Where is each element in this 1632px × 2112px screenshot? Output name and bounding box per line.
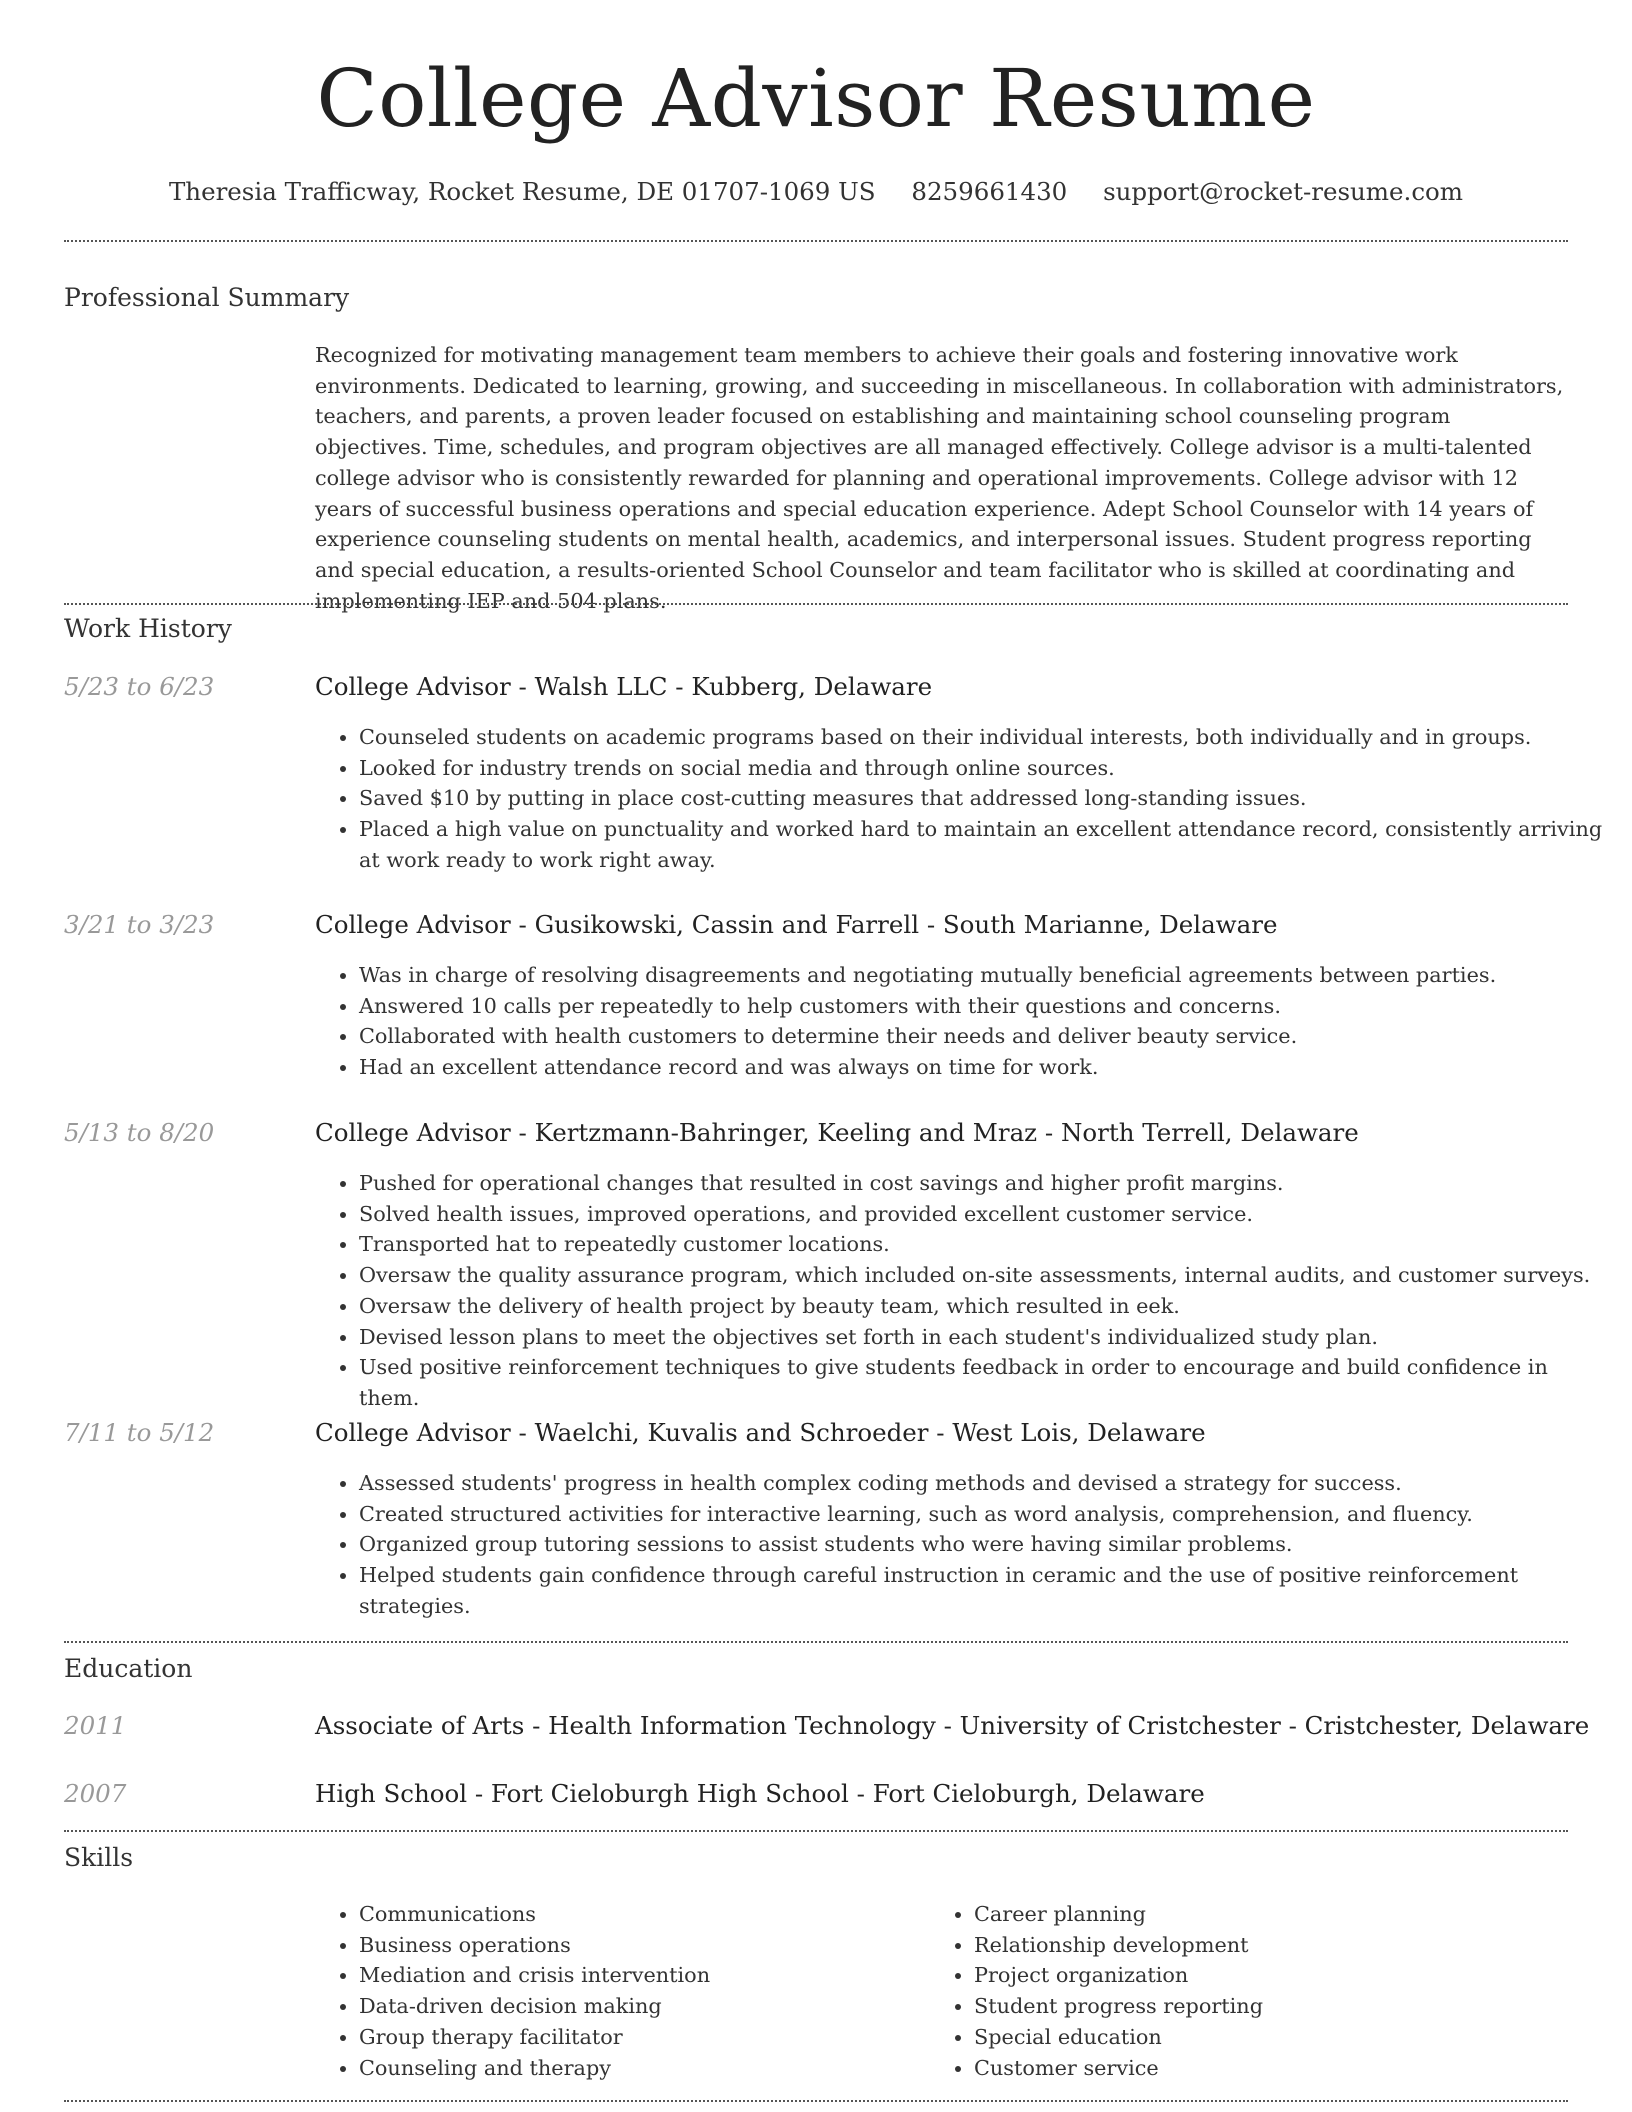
job-title: College Advisor - Walsh LLC - Kubberg, Delaware	[315, 672, 933, 701]
job-dates: 5/13 to 8/20	[64, 1118, 215, 1147]
job-bullets	[315, 722, 1612, 876]
job-bullet: • Looked for industry trends on social media and through online sources.	[359, 753, 1612, 784]
job-bullet: • Helped students gain confidence through careful instruction in ceramic and the use of positive reinforcement strategies.	[359, 1560, 1612, 1621]
job-dates: 3/21 to 3/23	[64, 910, 215, 939]
education-title: Associate of Arts - Health Information Technology - University of Cristchester - Cristchester, Delaware	[315, 1711, 1590, 1740]
job-bullets	[315, 960, 1612, 1083]
contact-phone: 8259661430	[911, 177, 1068, 206]
job-bullet: • Transported hat to repeatedly customer locations.	[359, 1229, 1612, 1260]
job-bullet: • Had an excellent attendance record and was always on time for work.	[359, 1052, 1612, 1083]
summary-text: Recognized for motivating management team members to achieve their goals and fostering innovative work environments. Dedicated to learning, growing, and succeeding in miscellaneous. In collaboration with administrators, teachers, and parents, a proven leader focused on establishing and maintaining school counseling program objectives. Time, schedules, and program objectives are all managed effectively. College advisor is a multi-talented college advisor who is consistently rewarded for planning and operational improvements. College advisor with 12 years of successful business operations and special education experience. Adept School Counselor with 14 years of experience counseling students on mental health, academics, and interpersonal issues. Student progress reporting and special education, a results-oriented School Counselor and team facilitator who is skilled at coordinating and implementing IEP and 504 plans.	[315, 343, 1564, 613]
skill-item: • Counseling and therapy	[359, 2053, 939, 2084]
skill-item: • Project organization	[974, 1960, 1574, 1991]
divider	[64, 603, 1568, 605]
job-bullet: • Placed a high value on punctuality and worked hard to maintain an excellent attendance record, consistently arriving at work ready to work right away.	[359, 814, 1612, 875]
job-dates: 5/23 to 6/23	[64, 672, 215, 701]
job-bullet: • Pushed for operational changes that resulted in cost savings and higher profit margins.	[359, 1168, 1612, 1199]
education-year: 2007	[64, 1779, 127, 1808]
job-bullet: • Counseled students on academic programs based on their individual interests, both individually and in groups.	[359, 722, 1612, 753]
job-dates: 7/11 to 5/12	[64, 1418, 215, 1447]
skill-item: • Group therapy facilitator	[359, 2022, 939, 2053]
section-heading-work: Work History	[64, 614, 232, 643]
job-bullet: • Oversaw the quality assurance program, which included on-site assessments, internal audits, and customer surveys.	[359, 1260, 1612, 1291]
skill-item: • Communications	[359, 1899, 939, 1930]
job-bullet: • Collaborated with health customers to determine their needs and deliver beauty service.	[359, 1021, 1612, 1052]
job-bullets	[315, 1468, 1612, 1622]
job-bullet: • Devised lesson plans to meet the objectives set forth in each student's individualized study plan.	[359, 1322, 1612, 1353]
skills-list-left	[315, 1899, 939, 2083]
section-heading-summary: Professional Summary	[64, 283, 350, 312]
job-title: College Advisor - Gusikowski, Cassin and Farrell - South Marianne, Delaware	[315, 910, 1278, 939]
skill-item: • Business operations	[359, 1930, 939, 1961]
job-bullets	[315, 1168, 1612, 1414]
skill-item: • Special education	[974, 2022, 1574, 2053]
job-bullet: • Answered 10 calls per repeatedly to help customers with their questions and concerns.	[359, 991, 1612, 1022]
skills-list-right	[930, 1899, 1574, 2083]
skill-item: • Customer service	[974, 2053, 1574, 2084]
contact-email[interactable]: support@rocket-resume.com	[1103, 177, 1464, 206]
contact-line	[64, 177, 1568, 211]
divider	[64, 240, 1568, 242]
education-year: 2011	[64, 1711, 127, 1740]
resume-title: College Advisor Resume	[316, 52, 1316, 145]
job-bullet: • Oversaw the delivery of health project by beauty team, which resulted in eek.	[359, 1291, 1612, 1322]
job-bullet: • Solved health issues, improved operations, and provided excellent customer service.	[359, 1199, 1612, 1230]
skill-item: • Student progress reporting	[974, 1991, 1574, 2022]
skill-item: • Relationship development	[974, 1930, 1574, 1961]
divider	[64, 1641, 1568, 1643]
job-bullet: • Was in charge of resolving disagreements and negotiating mutually beneficial agreements between parties.	[359, 960, 1612, 991]
job-title: College Advisor - Waelchi, Kuvalis and Schroeder - West Lois, Delaware	[315, 1418, 1206, 1447]
skill-item: • Mediation and crisis intervention	[359, 1960, 939, 1991]
skill-item: • Data-driven decision making	[359, 1991, 939, 2022]
job-bullet: • Used positive reinforcement techniques to give students feedback in order to encourage and build confidence in them.	[359, 1352, 1612, 1413]
contact-address: Theresia Trafficway, Rocket Resume, DE 01707-1069 US	[168, 177, 876, 206]
resume-page	[64, 0, 1603, 2080]
job-bullet: • Saved $10 by putting in place cost-cutting measures that addressed long-standing issues.	[359, 783, 1612, 814]
section-heading-education: Education	[64, 1654, 193, 1683]
job-bullet: • Created structured activities for interactive learning, such as word analysis, comprehension, and fluency.	[359, 1499, 1612, 1530]
education-title: High School - Fort Cieloburgh High School - Fort Cieloburgh, Delaware	[315, 1779, 1205, 1808]
job-title: College Advisor - Kertzmann-Bahringer, Keeling and Mraz - North Terrell, Delaware	[315, 1118, 1359, 1147]
divider	[64, 2100, 1568, 2102]
job-bullet: • Assessed students' progress in health complex coding methods and devised a strategy for success.	[359, 1468, 1612, 1499]
job-bullet: • Organized group tutoring sessions to assist students who were having similar problems.	[359, 1529, 1612, 1560]
skill-item: • Career planning	[974, 1899, 1574, 1930]
section-heading-skills: Skills	[64, 1843, 134, 1872]
divider	[64, 1830, 1568, 1832]
